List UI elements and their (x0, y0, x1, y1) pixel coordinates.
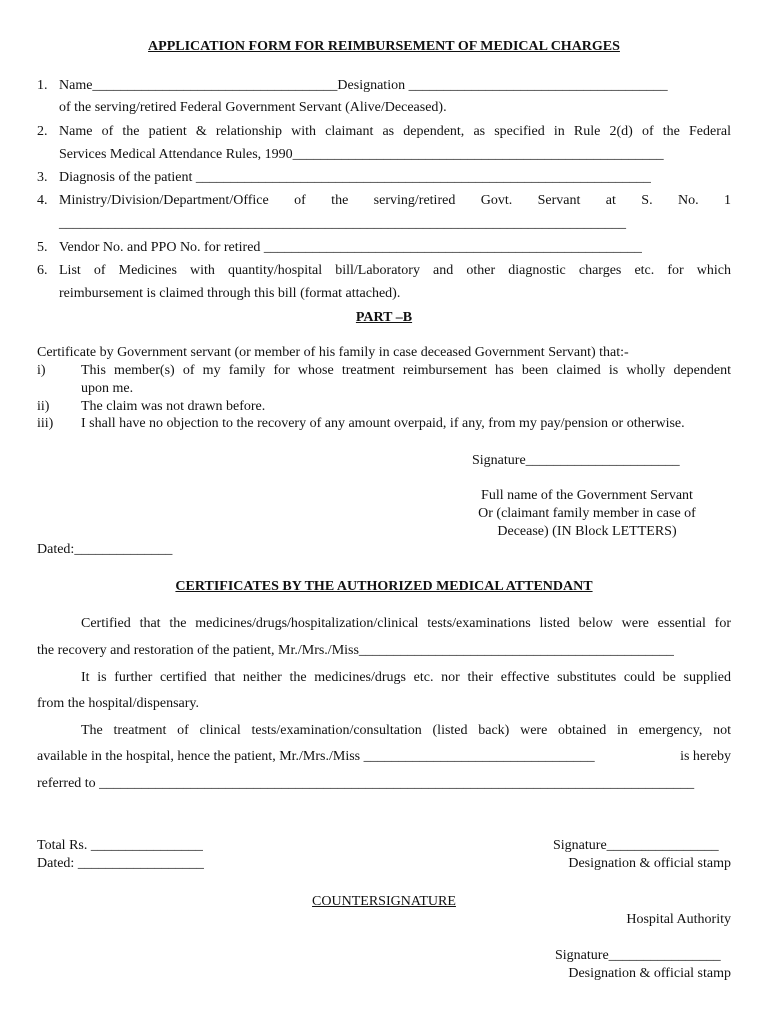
page-title: APPLICATION FORM FOR REIMBURSEMENT OF MEDICAL CHARGES (148, 39, 620, 54)
hospital-designation-stamp: Designation & official stamp (568, 966, 731, 981)
part-b-heading: PART –B (355, 310, 413, 325)
attendant-signature-field[interactable]: Signature________________ (553, 838, 719, 853)
part-b-dated-field[interactable]: Dated:______________ (37, 542, 173, 557)
cert-p2-line2: from the hospital/dispensary. (37, 696, 200, 711)
part-b-item-1-text-cont: upon me. (81, 381, 134, 396)
cert-referred-to-field[interactable]: referred to _____________________________________________________________________________________ (37, 776, 695, 791)
item-2-number: 2. (37, 124, 48, 139)
footer-dated-field[interactable]: Dated: __________________ (37, 856, 204, 871)
hospital-signature-field[interactable]: Signature________________ (555, 948, 721, 963)
fullname-line-3: Decease) (IN Block LETTERS) (497, 524, 677, 539)
item-1-name-designation-field[interactable]: Name___________________________________Designation _____________________________________ (59, 78, 668, 93)
certificates-heading: CERTIFICATES BY THE AUTHORIZED MEDICAL ATTENDANT (175, 579, 593, 594)
cert-p1-line1: Certified that the medicines/drugs/hospitalization/clinical tests/examinations listed below were essential for (81, 616, 731, 631)
item-6-number: 6. (37, 263, 48, 278)
item-4-office-field[interactable]: _________________________________________________________________________________ (59, 216, 626, 231)
item-3-number: 3. (37, 170, 48, 185)
countersignature-heading: COUNTERSIGNATURE (312, 894, 456, 909)
cert-p2-line1: It is further certified that neither the medicines/drugs etc. nor their effective substitutes could be supplied (81, 670, 731, 685)
item-5-number: 5. (37, 240, 48, 255)
part-b-item-3-text: I shall have no objection to the recovery of any amount overpaid, if any, from my pay/pension or otherwise. (81, 416, 685, 431)
part-b-intro: Certificate by Government servant (or member of his family in case deceased Government Servant) that:- (37, 345, 629, 360)
item-4-number: 4. (37, 193, 48, 208)
item-1-number: 1. (37, 78, 48, 93)
fullname-line-1: Full name of the Government Servant (481, 488, 693, 503)
item-3-diagnosis-field[interactable]: Diagnosis of the patient _________________________________________________________________ (59, 170, 651, 185)
cert-p3-line1: The treatment of clinical tests/examination/consultation (listed back) were obtained in emergency, not (81, 723, 731, 738)
item-6-text-cont: reimbursement is claimed through this bill (format attached). (59, 286, 401, 301)
part-b-item-3-number: iii) (37, 416, 54, 431)
item-1-text: of the serving/retired Federal Government Servant (Alive/Deceased). (59, 100, 447, 115)
part-b-item-2-text: The claim was not drawn before. (81, 399, 266, 414)
item-2-text: Name of the patient & relationship with claimant as dependent, as specified in Rule 2(d) of the Federal (59, 124, 731, 139)
item-5-vendor-field[interactable]: Vendor No. and PPO No. for retired ______________________________________________________ (59, 240, 642, 255)
item-6-text: List of Medicines with quantity/hospital bill/Laboratory and other diagnostic charges etc. for which (59, 263, 731, 278)
part-b-item-1-number: i) (37, 363, 46, 378)
attendant-designation-stamp: Designation & official stamp (568, 856, 731, 871)
part-b-item-2-number: ii) (37, 399, 50, 414)
item-4-text: Ministry/Division/Department/Office of the serving/retired Govt. Servant at S. No. 1 (59, 193, 731, 208)
cert-patient-name-field[interactable]: the recovery and restoration of the patient, Mr./Mrs./Miss_____________________________________________ (37, 643, 674, 658)
cert-p3-hereby: is hereby (680, 749, 731, 764)
fullname-line-2: Or (claimant family member in case of (478, 506, 696, 521)
cert-emergency-patient-field[interactable]: available in the hospital, hence the patient, Mr./Mrs./Miss _________________________________ (37, 749, 595, 764)
item-2-patient-field[interactable]: Services Medical Attendance Rules, 1990_____________________________________________________ (59, 147, 664, 162)
hospital-authority-label: Hospital Authority (626, 912, 731, 927)
claimant-signature-field[interactable]: Signature______________________ (472, 453, 680, 468)
part-b-item-1-text: This member(s) of my family for whose treatment reimbursement has been claimed is wholly dependent (81, 363, 731, 378)
total-rs-field[interactable]: Total Rs. ________________ (37, 838, 203, 853)
